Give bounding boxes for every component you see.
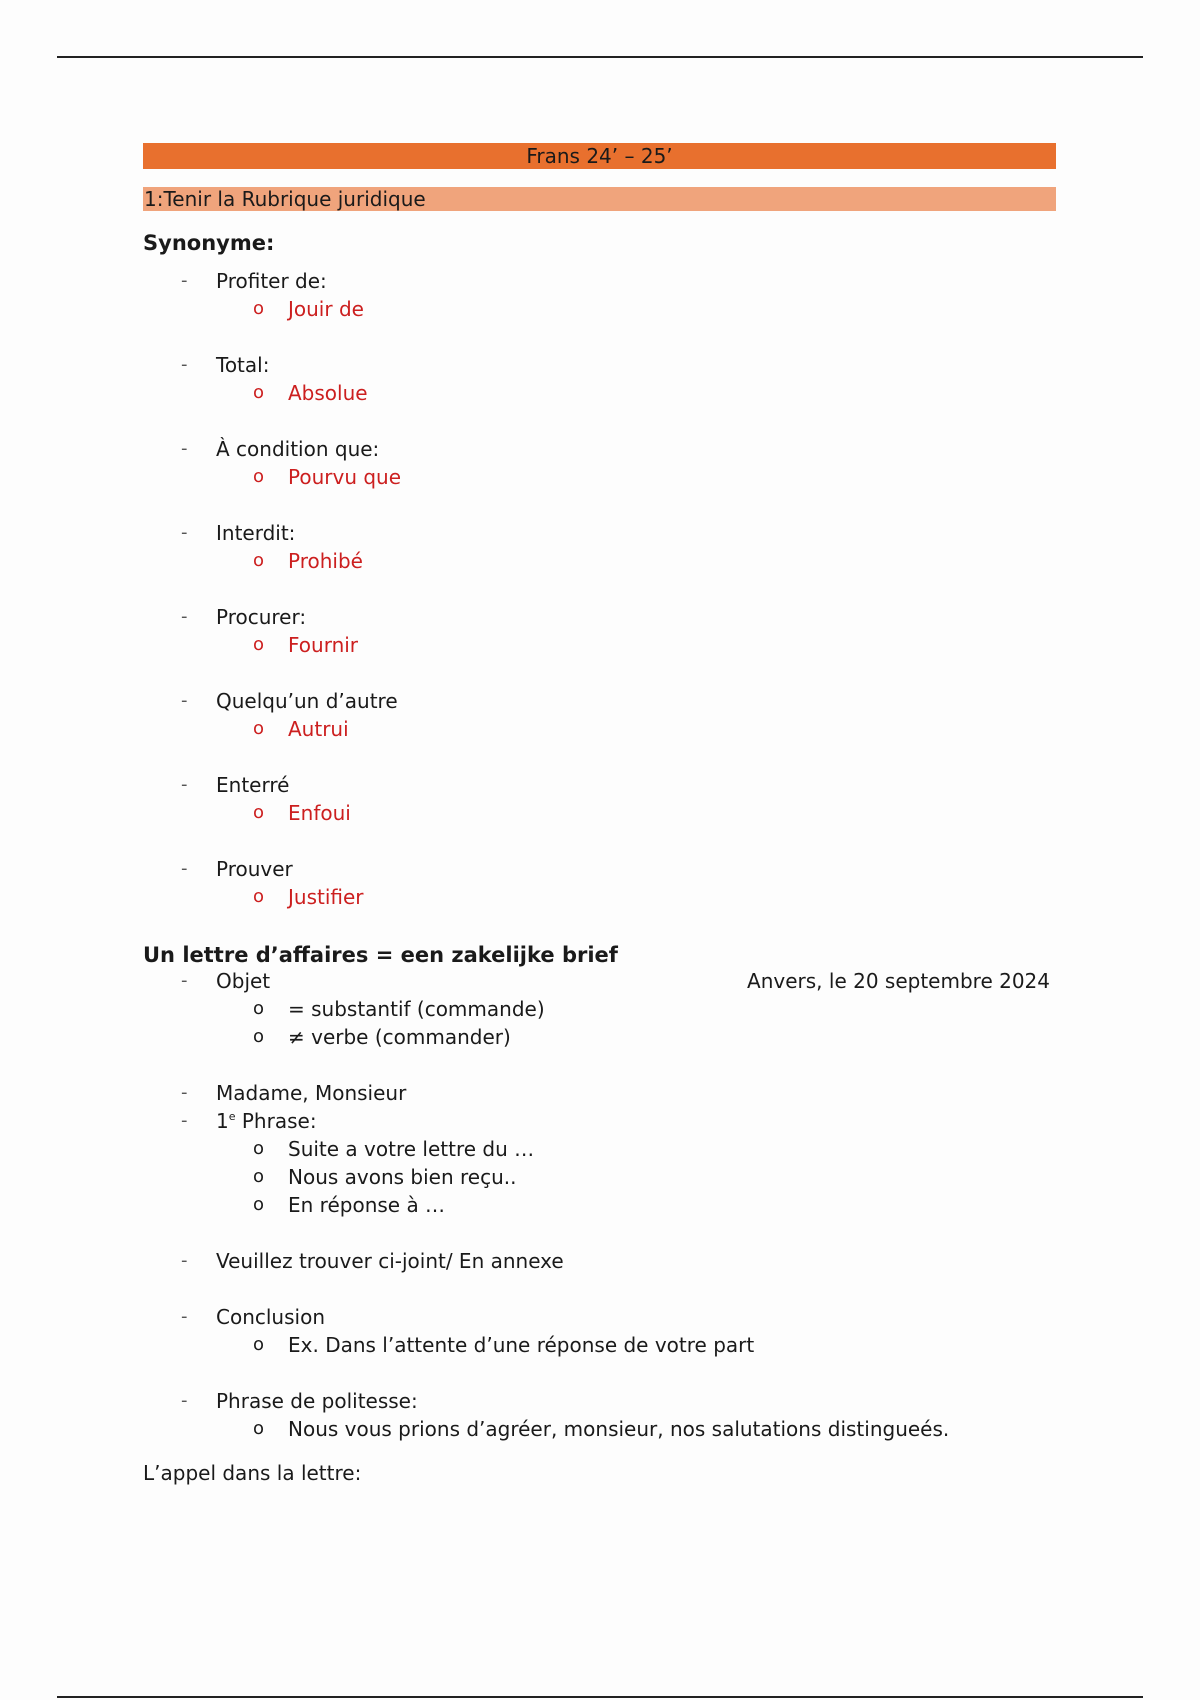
synonym-term: Interdit: xyxy=(216,521,296,545)
circle-bullet: o xyxy=(253,802,265,823)
synonyms-list xyxy=(143,267,1056,911)
document-title: Frans 24’ – 25’ xyxy=(143,143,1056,169)
sub-item: o En réponse à … xyxy=(253,1193,446,1217)
page-top-rule xyxy=(57,56,1143,58)
dash-bullet: - xyxy=(181,690,188,711)
dash-bullet: - xyxy=(181,354,188,375)
sub-item: o = substantif (commande) xyxy=(253,997,545,1021)
dash-bullet: - xyxy=(181,270,188,291)
synonym-value: Justifier xyxy=(288,885,364,909)
list-item-conclusion xyxy=(143,1303,1056,1359)
dash-bullet: - xyxy=(181,438,188,459)
sub-item xyxy=(143,631,1056,659)
dash-bullet: - xyxy=(181,522,188,543)
first-phrase-label: 1e Phrase: xyxy=(216,1109,317,1133)
sub-item: o Nous vous prions d’agréer, monsieur, nos salutations distingueés. xyxy=(253,1417,950,1441)
dash-bullet: - xyxy=(181,1390,188,1411)
sub-item xyxy=(143,379,1056,407)
politeness-label: Phrase de politesse: xyxy=(216,1389,418,1413)
circle-bullet: o xyxy=(253,1166,265,1187)
dash-bullet: - xyxy=(181,1250,188,1271)
synonym-value: Autrui xyxy=(288,717,349,741)
synonym-item xyxy=(143,603,1056,659)
circle-bullet: o xyxy=(253,1138,265,1159)
dash-bullet: - xyxy=(181,1306,188,1327)
circle-bullet: o xyxy=(253,998,265,1019)
synonym-item xyxy=(143,267,1056,323)
synonym-value: Jouir de xyxy=(288,297,364,321)
circle-bullet: o xyxy=(253,1194,265,1215)
dash-bullet: - xyxy=(181,1110,188,1131)
synonym-value: Fournir xyxy=(288,633,359,657)
salutation-text: Madame, Monsieur xyxy=(216,1081,407,1105)
letter-date: Anvers, le 20 septembre 2024 xyxy=(747,969,1050,993)
objet-label: Objet xyxy=(216,969,271,993)
circle-bullet: o xyxy=(253,886,265,907)
dash-bullet: - xyxy=(181,970,188,991)
attachment-text: Veuillez trouver ci-joint/ En annexe xyxy=(216,1249,564,1273)
page-bottom-rule xyxy=(57,1696,1143,1698)
sub-item xyxy=(143,883,1056,911)
circle-bullet: o xyxy=(253,298,265,319)
synonym-item xyxy=(143,687,1056,743)
sub-item xyxy=(143,799,1056,827)
letter-heading: Un lettre d’affaires = een zakelijke brief xyxy=(143,943,618,967)
sub-item: o ≠ verbe (commander) xyxy=(253,1025,511,1049)
circle-bullet: o xyxy=(253,1418,265,1439)
sub-item: o Nous avons bien reçu.. xyxy=(253,1165,517,1189)
circle-bullet: o xyxy=(253,718,265,739)
synonyms-heading: Synonyme: xyxy=(143,231,275,255)
sub-item xyxy=(143,463,1056,491)
conclusion-label: Conclusion xyxy=(216,1305,325,1329)
synonym-value: Prohibé xyxy=(288,549,363,573)
list-item-attachment xyxy=(143,1247,1056,1275)
circle-bullet: o xyxy=(253,634,265,655)
list-item-salutation xyxy=(143,1079,1056,1107)
sub-item: o Ex. Dans l’attente d’une réponse de votre part xyxy=(253,1333,755,1357)
list-item-first-phrase xyxy=(143,1107,1056,1219)
synonym-item xyxy=(143,351,1056,407)
synonym-term: Profiter de: xyxy=(216,269,327,293)
synonym-term: Total: xyxy=(216,353,270,377)
letter-list xyxy=(143,967,1056,1443)
circle-bullet: o xyxy=(253,550,265,571)
circle-bullet: o xyxy=(253,1334,265,1355)
synonym-item xyxy=(143,855,1056,911)
list-item-objet xyxy=(143,967,1056,1051)
appel-text: L’appel dans la lettre: xyxy=(143,1461,362,1485)
sub-item xyxy=(143,547,1056,575)
circle-bullet: o xyxy=(253,466,265,487)
synonym-value: Absolue xyxy=(288,381,368,405)
synonym-term: À condition que: xyxy=(216,437,380,461)
synonym-term: Quelqu’un d’autre xyxy=(216,689,398,713)
synonym-term: Prouver xyxy=(216,857,293,881)
synonym-item xyxy=(143,435,1056,491)
dash-bullet: - xyxy=(181,606,188,627)
dash-bullet: - xyxy=(181,774,188,795)
sub-item xyxy=(143,715,1056,743)
synonym-term: Enterré xyxy=(216,773,290,797)
sub-item: o Suite a votre lettre du … xyxy=(253,1137,535,1161)
circle-bullet: o xyxy=(253,382,265,403)
synonym-value: Pourvu que xyxy=(288,465,402,489)
synonym-value: Enfoui xyxy=(288,801,351,825)
list-item-politeness xyxy=(143,1387,1056,1443)
synonym-term: Procurer: xyxy=(216,605,307,629)
synonym-item xyxy=(143,519,1056,575)
section-title: 1:Tenir la Rubrique juridique xyxy=(143,187,1056,211)
dash-bullet: - xyxy=(181,858,188,879)
circle-bullet: o xyxy=(253,1026,265,1047)
synonym-item xyxy=(143,771,1056,827)
dash-bullet: - xyxy=(181,1082,188,1103)
document-body xyxy=(143,143,1056,1485)
sub-item xyxy=(143,295,1056,323)
